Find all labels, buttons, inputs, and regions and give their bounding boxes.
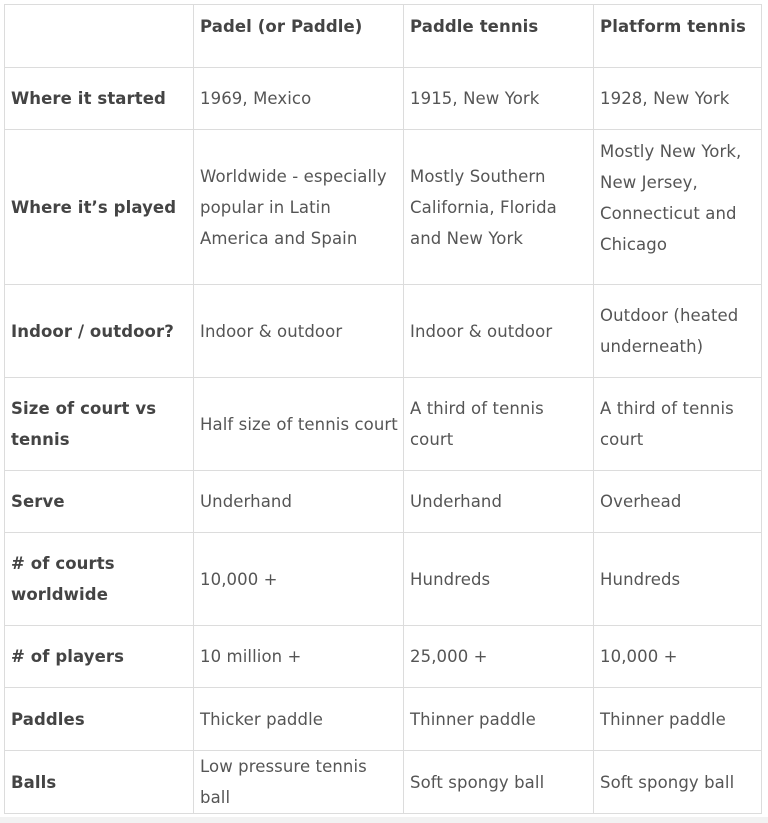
row-label: Size of court vs tennis [5,378,194,471]
table-cell: 10,000 + [194,533,404,626]
row-label: Balls [5,751,194,814]
table-row [5,471,762,533]
table-header-row [5,5,762,68]
table-row [5,130,762,285]
header-cell-padel: Padel (or Paddle) [194,5,404,68]
table-cell: Underhand [194,471,404,533]
table-cell: 1928, New York [594,68,762,130]
table-row [5,533,762,626]
table-cell: Outdoor (heated underneath) [594,285,762,378]
table-cell: 10 million + [194,626,404,688]
table-row [5,378,762,471]
table-cell: Indoor & outdoor [194,285,404,378]
table-cell: Hundreds [594,533,762,626]
table-cell: Thinner paddle [594,688,762,751]
row-label: Indoor / outdoor? [5,285,194,378]
table-cell: Low pressure tennis ball [194,751,404,814]
table-cell: Indoor & outdoor [404,285,594,378]
header-cell-platform-tennis: Platform tennis [594,5,762,68]
table-row [5,688,762,751]
table-row [5,68,762,130]
page-bottom-divider [0,817,768,823]
row-label: Paddles [5,688,194,751]
table-cell: Overhead [594,471,762,533]
table-cell: 25,000 + [404,626,594,688]
comparison-table-container [4,4,762,814]
table-cell: Thinner paddle [404,688,594,751]
table-row [5,285,762,378]
table-cell: Mostly New York, New Jersey, Connecticut and Chicago [594,130,762,285]
table-cell: Worldwide - especially popular in Latin America and Spain [194,130,404,285]
table-cell: Soft spongy ball [594,751,762,814]
comparison-table [4,4,762,814]
header-cell-empty [5,5,194,68]
table-row [5,626,762,688]
row-label: Where it’s played [5,130,194,285]
table-cell: 10,000 + [594,626,762,688]
table-cell: Half size of tennis court [194,378,404,471]
row-label: # of players [5,626,194,688]
table-row [5,751,762,814]
table-cell: Soft spongy ball [404,751,594,814]
header-cell-paddle-tennis: Paddle tennis [404,5,594,68]
table-cell: Hundreds [404,533,594,626]
row-label: Serve [5,471,194,533]
table-cell: A third of tennis court [594,378,762,471]
row-label: # of courts worldwide [5,533,194,626]
table-cell: 1915, New York [404,68,594,130]
table-cell: Mostly Southern California, Florida and New York [404,130,594,285]
row-label: Where it started [5,68,194,130]
table-cell: 1969, Mexico [194,68,404,130]
table-cell: A third of tennis court [404,378,594,471]
table-cell: Thicker paddle [194,688,404,751]
table-cell: Underhand [404,471,594,533]
